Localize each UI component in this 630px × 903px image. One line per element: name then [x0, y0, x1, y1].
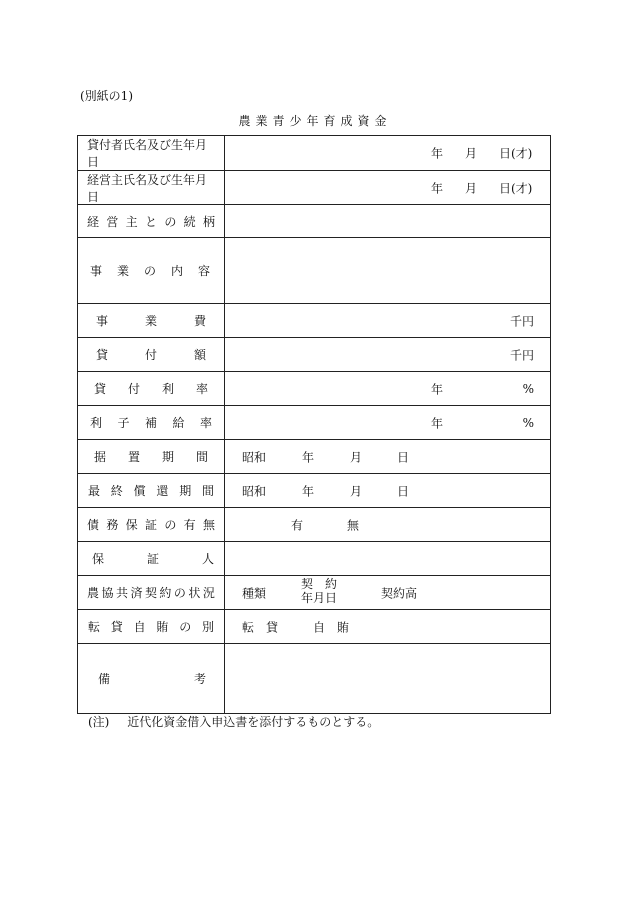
label-char: 契 — [144, 586, 157, 600]
label-char: 貸 — [110, 620, 123, 634]
row-loan-rate — [78, 371, 550, 405]
label-debt-guarantee — [78, 508, 225, 541]
label-char: 主 — [125, 214, 138, 229]
rate-percent: % — [522, 381, 534, 396]
deferral-day: 日 — [397, 450, 410, 464]
label-char: 据 — [94, 450, 107, 464]
field-interest-subsidy[interactable] — [225, 406, 550, 439]
label-char: 転 — [88, 620, 101, 634]
label-char: の — [164, 518, 177, 532]
self-option[interactable]: 自 賄 — [313, 620, 350, 634]
field-final-repayment[interactable] — [225, 474, 550, 507]
label-char: 補 — [144, 416, 157, 430]
mutual-type: 種類 — [242, 586, 267, 600]
label-char: 事 — [96, 314, 109, 328]
field-borrower[interactable] — [225, 136, 550, 170]
label-char: 別 — [201, 620, 214, 634]
label-char: の — [173, 586, 186, 600]
field-guarantor[interactable] — [225, 542, 550, 575]
application-form-table — [77, 135, 551, 714]
label-char: 有 — [183, 518, 196, 532]
label-char: 無 — [202, 518, 215, 532]
field-loan-amount[interactable] — [225, 338, 550, 371]
label-char: 付 — [144, 348, 157, 362]
final-month: 月 — [350, 484, 363, 498]
label-char: 利 — [90, 416, 103, 430]
label-borrower: 貸付者氏名及び生年月日 — [78, 136, 225, 170]
field-business-content[interactable] — [225, 238, 550, 303]
label-interest-subsidy — [78, 406, 225, 439]
document-ref: (別紙の1) — [80, 89, 133, 103]
row-guarantor — [78, 541, 550, 575]
document-title: 農業青少年育成資金 — [238, 114, 392, 128]
footnote — [88, 713, 379, 730]
label-char: 貸 — [94, 382, 107, 396]
label-loan-amount — [78, 338, 225, 371]
label-char: 内 — [170, 264, 183, 278]
label-char: 人 — [201, 552, 214, 566]
row-relation — [78, 204, 550, 237]
label-char: 還 — [156, 484, 169, 498]
label-char: 保 — [125, 518, 138, 532]
footnote-mark: (注) — [88, 715, 110, 729]
label-char: 利 — [161, 382, 174, 396]
manager-year: 年 — [431, 181, 444, 195]
label-char: 備 — [98, 672, 111, 686]
row-interest-subsidy — [78, 405, 550, 439]
label-char: 協 — [101, 586, 114, 600]
label-char: 済 — [130, 586, 143, 600]
label-char: 費 — [193, 314, 206, 328]
row-borrower — [78, 136, 550, 170]
deferral-year: 年 — [302, 450, 315, 464]
label-char: 容 — [197, 264, 210, 278]
label-char: 間 — [195, 450, 208, 464]
field-business-cost[interactable] — [225, 304, 550, 337]
guarantee-yes[interactable]: 有 — [291, 518, 304, 532]
row-debt-guarantee — [78, 507, 550, 541]
label-char: 率 — [195, 382, 208, 396]
borrower-month: 月 — [465, 146, 478, 161]
field-debt-guarantee[interactable] — [225, 508, 550, 541]
field-relend-or-self[interactable] — [225, 610, 550, 643]
label-remarks — [78, 644, 225, 713]
label-char: 間 — [201, 484, 214, 498]
label-char: 農 — [87, 586, 100, 600]
label-char: 柄 — [202, 214, 215, 229]
label-business-content — [78, 238, 225, 303]
label-char: 子 — [117, 416, 130, 430]
final-era: 昭和 — [242, 484, 267, 498]
label-char: 事 — [90, 264, 103, 278]
label-char: 終 — [110, 484, 123, 498]
subsidy-percent: % — [522, 415, 534, 430]
label-business-cost — [78, 304, 225, 337]
label-char: 期 — [161, 450, 174, 464]
row-business-content — [78, 237, 550, 303]
label-char: の — [179, 620, 192, 634]
label-char: 最 — [88, 484, 101, 498]
contract-date-bottom: 年月日 — [301, 591, 338, 605]
label-char: 額 — [193, 348, 206, 362]
amount-unit: 千円 — [509, 348, 534, 362]
row-relend-or-self — [78, 609, 550, 643]
label-relend-or-self — [78, 610, 225, 643]
label-relation — [78, 205, 225, 237]
label-char: 共 — [115, 586, 128, 600]
label-char: 付 — [127, 382, 140, 396]
label-mutual-aid-contract — [78, 576, 225, 609]
label-char: 債 — [87, 518, 100, 532]
deferral-era: 昭和 — [242, 450, 267, 464]
row-business-cost — [78, 303, 550, 337]
contract-date-top: 契 約 — [301, 577, 338, 591]
label-char: 続 — [183, 214, 196, 229]
label-char: と — [144, 214, 157, 229]
row-final-repayment — [78, 473, 550, 507]
subsidy-year: 年 — [431, 416, 444, 430]
manager-month: 月 — [465, 181, 478, 195]
label-char: 況 — [202, 586, 215, 600]
rate-year: 年 — [431, 382, 444, 396]
row-loan-amount — [78, 337, 550, 371]
label-char: 業 — [144, 314, 157, 328]
footnote-text: 近代化資金借入申込書を添付するものとする。 — [127, 715, 380, 729]
label-manager: 経営主氏名及び生年月日 — [78, 171, 225, 204]
field-remarks[interactable] — [225, 644, 550, 713]
label-char: 営 — [106, 214, 119, 229]
label-char: 償 — [133, 484, 146, 498]
label-char: 給 — [172, 416, 185, 430]
label-char: 賄 — [156, 620, 169, 634]
label-guarantor — [78, 542, 225, 575]
label-char: 約 — [159, 586, 172, 600]
label-char: 務 — [106, 518, 119, 532]
row-mutual-aid-contract — [78, 575, 550, 609]
label-char: 考 — [193, 672, 206, 686]
mutual-amount: 契約高 — [381, 586, 418, 600]
row-remarks — [78, 643, 550, 713]
label-char: 保 — [92, 552, 105, 566]
label-char: 経 — [87, 214, 100, 229]
field-manager[interactable] — [225, 171, 550, 204]
label-char: の — [164, 214, 177, 229]
manager-day-age: 日(才) — [499, 181, 533, 195]
borrower-day-age: 日(才) — [499, 146, 533, 161]
label-char: の — [143, 264, 156, 278]
label-deferral-period — [78, 440, 225, 473]
label-char: 率 — [199, 416, 212, 430]
deferral-month: 月 — [350, 450, 363, 464]
cost-unit: 千円 — [509, 314, 534, 328]
label-char: 自 — [133, 620, 146, 634]
mutual-contract-date — [301, 577, 337, 605]
label-char: 貸 — [96, 348, 109, 362]
guarantee-no[interactable]: 無 — [347, 518, 360, 532]
label-char: 証 — [144, 518, 157, 532]
relend-option[interactable]: 転 貸 — [242, 620, 279, 634]
field-mutual-aid-contract[interactable] — [225, 576, 550, 609]
label-char: 状 — [188, 586, 201, 600]
label-final-repayment — [78, 474, 225, 507]
field-relation[interactable] — [225, 205, 550, 237]
label-char: 証 — [146, 552, 159, 566]
label-loan-rate — [78, 372, 225, 405]
label-char: 期 — [179, 484, 192, 498]
row-manager — [78, 170, 550, 204]
field-deferral-period[interactable] — [225, 440, 550, 473]
label-char: 置 — [127, 450, 140, 464]
final-year: 年 — [302, 484, 315, 498]
final-day: 日 — [397, 484, 410, 498]
field-loan-rate[interactable] — [225, 372, 550, 405]
row-deferral-period — [78, 439, 550, 473]
label-char: 業 — [116, 264, 129, 278]
borrower-year: 年 — [431, 146, 444, 161]
